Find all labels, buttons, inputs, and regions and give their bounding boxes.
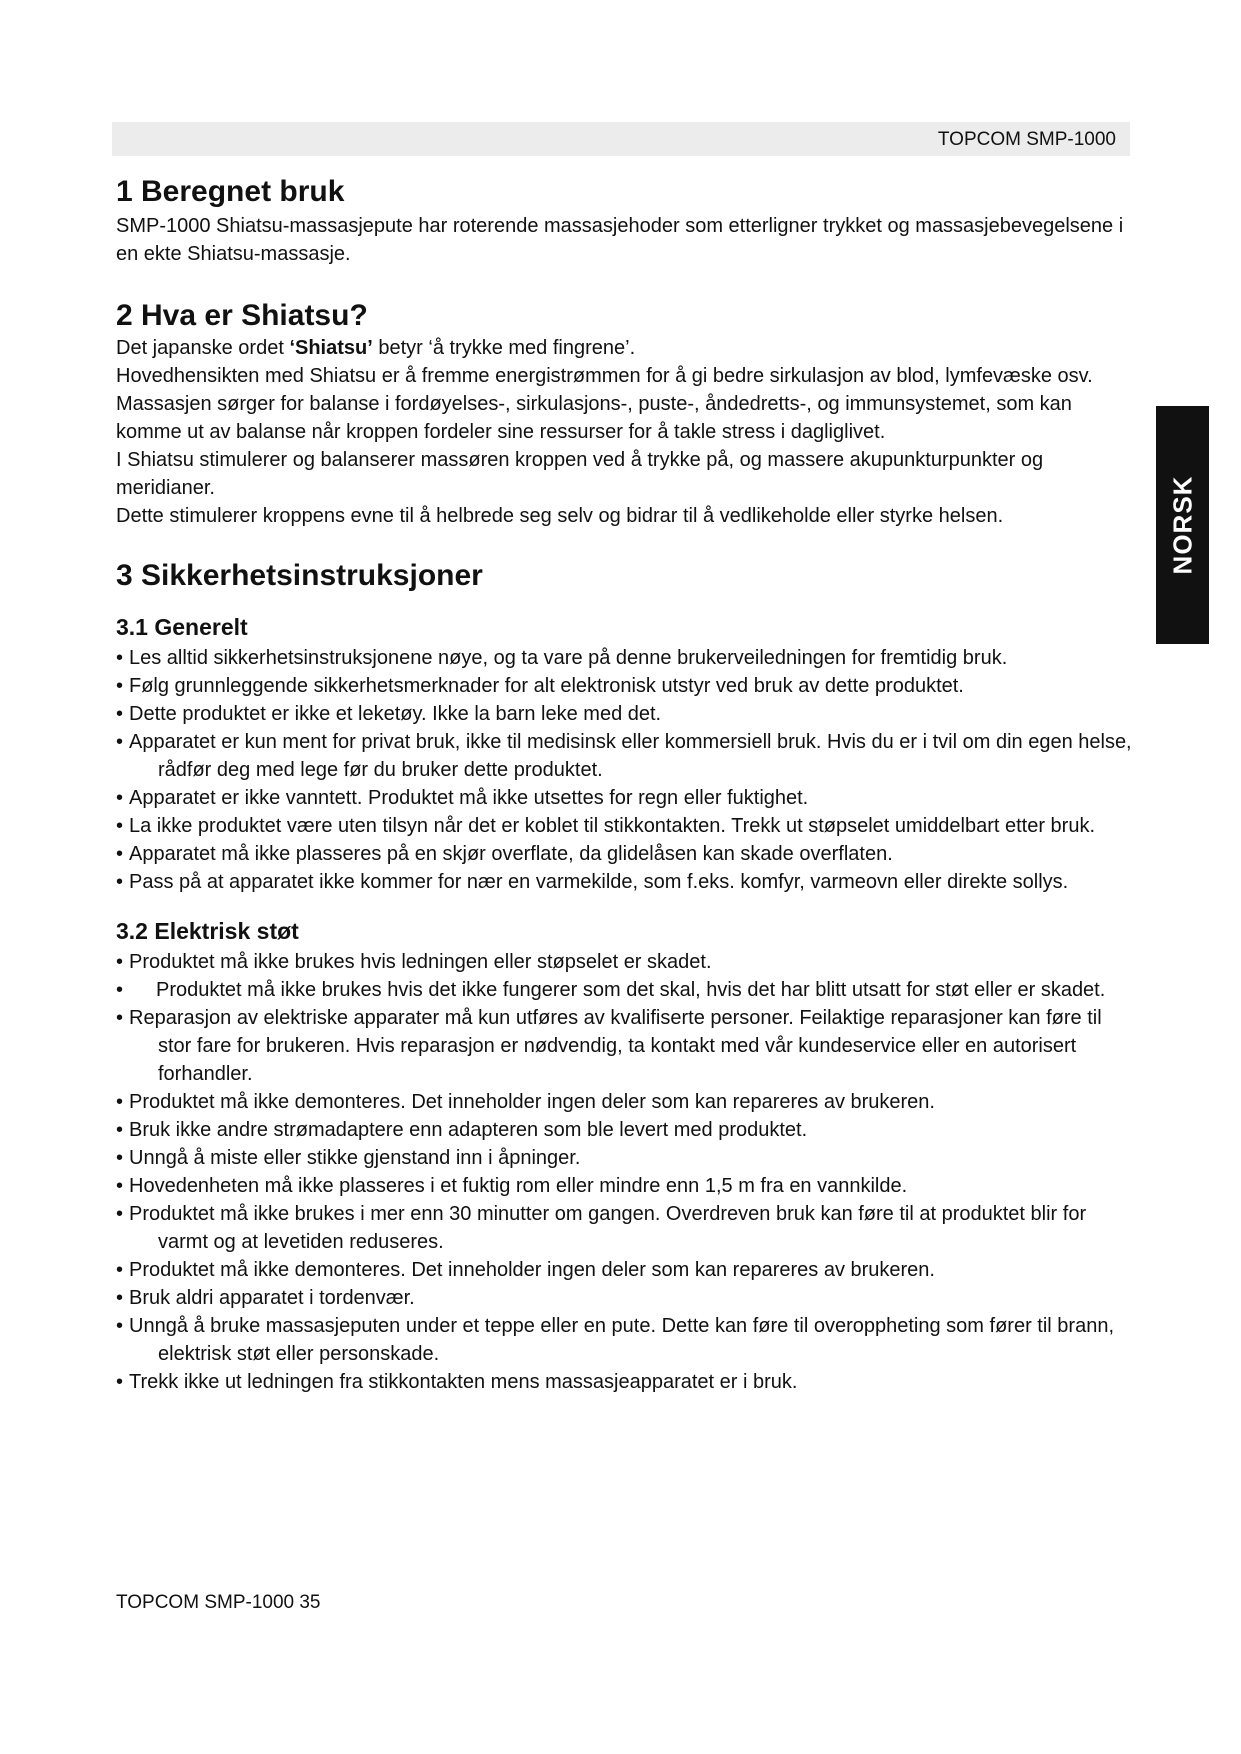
document-body [116,174,1136,1396]
paragraph-intro [116,334,1136,362]
list-item: • Pass på at apparatet ikke kommer for nær en varmekilde, som f.eks. komfyr, varmeovn eller direkte sollys. [116,868,1136,896]
list-item: • Apparatet må ikke plasseres på en skjør overflate, da glidelåsen kan skade overflaten. [116,840,1136,868]
bullet-mark: • [116,1147,124,1169]
list-item: • Produktet må ikke demonteres. Det inneholder ingen deler som kan repareres av brukeren. [116,1088,1136,1116]
bullet-list [116,948,1136,1396]
section-what-is-shiatsu [116,298,1136,530]
section-title: 3 Sikkerhetsinstruksjoner [116,559,483,592]
list-item: • Følg grunnleggende sikkerhetsmerknader for alt elektronisk utstyr ved bruk av dette produktet. [116,672,1136,700]
list-item: • Hovedenheten må ikke plasseres i et fuktig rom eller mindre enn 1,5 m fra en vannkilde. [116,1172,1136,1200]
bullet-mark: • [116,703,124,725]
list-item: • Trekk ikke ut ledningen fra stikkontakten mens massasjeapparatet er i bruk. [116,1368,1136,1396]
list-item: • La ikke produktet være uten tilsyn når det er koblet til stikkontakten. Trekk ut støpselet umiddelbart etter bruk. [116,812,1136,840]
intro-term: ‘Shiatsu’ [289,337,373,359]
list-item: • Unngå å miste eller stikke gjenstand inn i åpninger. [116,1144,1136,1172]
subsection-electric-shock [116,916,1136,1396]
bullet-mark: • [116,1175,124,1197]
bullet-mark: • [116,731,124,753]
section-title: 1 Beregnet bruk [116,175,345,208]
bullet-mark: • [116,871,124,893]
bullet-mark: • [116,787,124,809]
bullet-mark: • [116,1259,124,1281]
bullet-mark: • [116,1203,124,1225]
bullet-mark: • [116,647,124,669]
page-header [112,122,1130,156]
intro-prefix: Det japanske ordet [116,337,290,359]
bullet-mark: • [116,1091,124,1113]
list-item: • Apparatet er kun ment for privat bruk, ikke til medisinsk eller kommersiell bruk. Hvis du er i tvil om din egen helse, rådfør deg med lege før du bruker dette produktet. [116,728,1136,784]
list-item: • Les alltid sikkerhetsinstruksjonene nøye, og ta vare på denne brukerveiledningen for fremtidig bruk. [116,644,1136,672]
list-item: • Bruk aldri apparatet i tordenvær. [116,1284,1136,1312]
bullet-list [116,644,1136,896]
list-item: • Apparatet er ikke vanntett. Produktet må ikke utsettes for regn eller fuktighet. [116,784,1136,812]
bullet-mark: • [116,675,124,697]
paragraph: Hovedhensikten med Shiatsu er å fremme energistrømmen for å gi bedre sirkulasjon av blod, lymfevæske osv. Massasjen sørger for balanse i fordøyelses-, sirkulasjons-, puste-, åndedretts-, og immunsystemet, som kan komme ut av balanse når kroppen fordeler sine ressurser for å takle stress i dagliglivet. [116,365,1093,443]
list-item: • Bruk ikke andre strømadaptere enn adapteren som ble levert med produktet. [116,1116,1136,1144]
section-title: 2 Hva er Shiatsu? [116,299,368,332]
intro-suffix: betyr ‘å trykke med fingrene’. [372,337,636,359]
list-item: • Produktet må ikke brukes hvis det ikke fungerer som det skal, hvis det har blitt utsatt for støt eller er skadet. [116,976,1136,1004]
bullet-mark: • [116,1287,124,1309]
paragraph: I Shiatsu stimulerer og balanserer massøren kroppen ved å trykke på, og massere akupunkturpunkter og meridianer. [116,449,1044,499]
list-item: • Reparasjon av elektriske apparater må kun utføres av kvalifiserte personer. Feilaktige reparasjoner kan føre til stor fare for brukeren. Hvis reparasjon er nødvendig, ta kontakt med vår kundeservice eller en autorisert forhandler. [116,1004,1136,1088]
language-tab [1156,406,1209,644]
bullet-mark: • [116,951,124,973]
language-tab-label: NORSK [1167,475,1197,575]
subsection-title: 3.2 Elektrisk støt [116,918,299,944]
list-item: • Dette produktet er ikke et leketøy. Ikke la barn leke med det. [116,700,1136,728]
section-safety [116,558,1136,1396]
list-item: • Produktet må ikke brukes i mer enn 30 minutter om gangen. Overdreven bruk kan føre til at produktet blir for varmt og at levetiden reduseres. [116,1200,1136,1256]
bullet-mark: • [116,1371,124,1393]
list-item: • Produktet må ikke brukes hvis ledningen eller støpselet er skadet. [116,948,1136,976]
bullet-mark: • [116,815,124,837]
list-item: • Produktet må ikke demonteres. Det inneholder ingen deler som kan repareres av brukeren. [116,1256,1136,1284]
section-intended-use [116,174,1136,268]
header-text: TOPCOM SMP-1000 [937,129,1116,150]
bullet-mark: • [116,843,124,865]
list-item: • Unngå å bruke massasjeputen under et teppe eller en pute. Dette kan føre til overoppheting som fører til brann, elektrisk støt eller personskade. [116,1312,1136,1368]
paragraph: SMP-1000 Shiatsu-massasjepute har roterende massasjehoder som etterligner trykket og massasjebevegelsene i en ekte Shiatsu-massasje. [116,215,1124,265]
page-footer: TOPCOM SMP-1000 35 [116,1592,321,1613]
paragraph: Dette stimulerer kroppens evne til å helbrede seg selv og bidrar til å vedlikeholde eller styrke helsen. [116,505,1004,527]
bullet-mark: • [116,1119,124,1141]
subsection-title: 3.1 Generelt [116,614,248,640]
bullet-mark: • [116,979,124,1001]
subsection-general [116,612,1136,896]
bullet-mark: • [116,1007,124,1029]
bullet-mark: • [116,1315,124,1337]
